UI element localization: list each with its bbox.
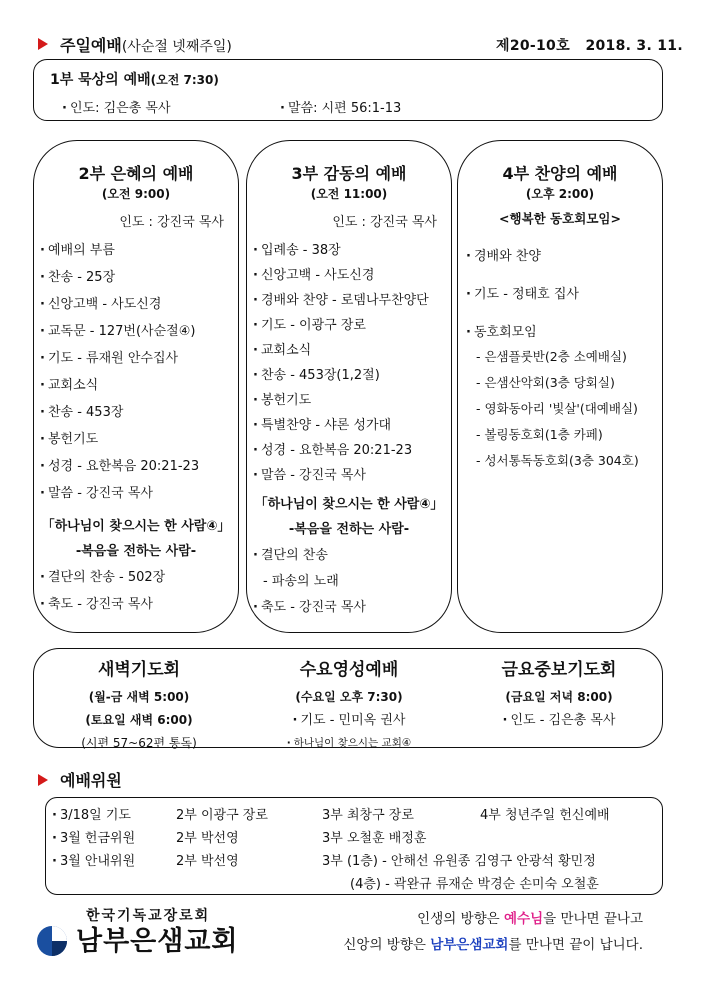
page-title: 주일예배	[60, 36, 122, 55]
list-item: · 결단의 찬송 - 502장	[40, 570, 166, 585]
committee-cell: 3부 오철훈 배정훈	[322, 831, 427, 846]
service-3-box	[246, 140, 452, 633]
sermon-subtitle: -복음을 전하는 사람-	[75, 544, 197, 559]
issue-info	[496, 35, 683, 55]
committee-cell: 3부 최창구 장로	[322, 808, 414, 823]
list-item: · 교회소식	[253, 343, 312, 358]
committee-row: · 3월 안내위원	[52, 854, 136, 869]
wednesday-sermon: · 하나님이 찾으시는 교회④	[286, 737, 412, 749]
closing-line-2: 신앙의 방향은 남부은샘교회를 만나면 끝이 납니다.	[343, 937, 643, 953]
list-item: · 교독문 - 127번(사순절④)	[40, 324, 196, 339]
committee-row: · 3월 헌금위원	[52, 831, 136, 846]
denomination-name: 한국기독교장로회	[86, 908, 211, 924]
list-item: · 찬송 - 25장	[40, 270, 116, 285]
wednesday-time: (수요일 오후 7:30)	[295, 690, 403, 704]
service-3-leader: 인도 : 강진국 목사	[332, 215, 437, 230]
service-3-closing	[253, 544, 366, 622]
committee-cell: 2부 이광구 장로	[176, 808, 268, 823]
list-item: - 영화동아리 '빛살'(대예배실)	[476, 401, 638, 416]
list-item: · 축도 - 강진국 목사	[40, 597, 153, 612]
prayer-meetings-box	[33, 648, 663, 748]
service-3-title: 3부 감동의 예배	[291, 164, 407, 183]
list-item: · 말씀 - 강진국 목사	[40, 486, 153, 501]
committee-cell: 2부 박선영	[176, 854, 239, 869]
list-item: · 신앙고백 - 사도신경	[40, 297, 162, 312]
service-2-order	[40, 239, 199, 509]
committee-box	[45, 797, 663, 895]
friday-time: (금요일 저녁 8:00)	[505, 690, 613, 704]
list-item: · 기도 - 이광구 장로	[253, 318, 366, 333]
committee-cell: (4층) - 곽완규 류재순 박경순 손미숙 오철훈	[350, 877, 599, 892]
list-item: · 축도 - 강진국 목사	[253, 600, 366, 615]
list-item: · 동호회모임	[466, 325, 537, 340]
list-item: · 입례송 - 38장	[253, 243, 341, 258]
service-4-time: (오후 2:00)	[525, 187, 595, 201]
section-arrow-icon	[38, 774, 48, 786]
committee-cell: 2부 박선영	[176, 831, 239, 846]
list-item: · 예배의 부름	[40, 243, 115, 258]
service-2-closing	[40, 566, 165, 620]
service-2-box	[33, 140, 239, 633]
list-item: · 찬송 - 453장(1,2절)	[253, 368, 380, 383]
service-1-leader: · 인도: 김은총 목사	[62, 101, 171, 116]
friday-prayer	[454, 655, 664, 732]
friday-leader: · 인도 - 김은총 목사	[502, 713, 616, 728]
dawn-prayer-reading: (시편 57~62편 통독)	[81, 736, 197, 750]
sermon-title: 「하나님이 찾으시는 한 사람④」	[254, 497, 444, 512]
meeting-title: <행복한 동호회모임>	[499, 211, 621, 226]
section-arrow-icon	[38, 38, 48, 50]
dawn-prayer-time: (월-금 새벽 5:00)	[88, 690, 190, 704]
service-1-title: 1부 묵상의 예배(오전 7:30)	[50, 72, 219, 88]
service-2-leader: 인도 : 강진국 목사	[119, 215, 224, 230]
list-item: · 기도 - 류재원 안수집사	[40, 351, 179, 366]
service-1-word: · 말씀: 시편 56:1-13	[280, 101, 402, 116]
service-4-title: 4부 찬양의 예배	[502, 164, 618, 183]
wednesday-title: 수요영성예배	[299, 660, 399, 680]
committee-row: · 3/18일 기도	[52, 808, 131, 823]
dawn-prayer-title: 새벽기도회	[97, 660, 181, 680]
dawn-prayer-time-saturday: (토요일 새벽 6:00)	[85, 713, 193, 727]
list-item: - 파송의 노래	[263, 574, 339, 589]
list-item: · 경배와 찬양 - 로뎀나무찬양단	[253, 293, 429, 308]
friday-title: 금요중보기도회	[501, 660, 617, 680]
club-list	[476, 347, 639, 477]
sermon-subtitle: -복음을 전하는 사람-	[288, 522, 410, 537]
church-logo-icon	[36, 925, 68, 961]
wednesday-service	[244, 655, 454, 754]
list-item: · 봉헌기도	[253, 393, 312, 408]
issue-number: 제20-10호	[496, 38, 570, 54]
list-item: · 결단의 찬송	[253, 548, 328, 563]
list-item: - 은샘산악회(3층 당회실)	[476, 375, 615, 390]
closing-message	[343, 906, 643, 958]
church-name: 남부은샘교회	[76, 926, 239, 957]
service-3-time: (오전 11:00)	[310, 187, 388, 201]
committee-title: 예배위원	[60, 771, 122, 790]
service-4-order	[466, 245, 579, 347]
list-item: · 봉헌기도	[40, 432, 99, 447]
page-heading	[60, 33, 232, 56]
service-4-box	[457, 140, 663, 633]
committee-cell: 4부 청년주일 헌신예배	[480, 808, 610, 823]
list-item: · 교회소식	[40, 378, 99, 393]
list-item: · 성경 - 요한복음 20:21-23	[253, 443, 413, 458]
list-item: - 볼링동호회(1층 카페)	[476, 427, 603, 442]
list-item: · 경배와 찬양	[466, 249, 541, 264]
list-item: · 특별찬양 - 샤론 성가대	[253, 418, 392, 433]
list-item: · 성경 - 요한복음 20:21-23	[40, 459, 200, 474]
wednesday-prayer: · 기도 - 민미옥 권사	[292, 713, 406, 728]
closing-line-1: 인생의 방향은 예수님을 만나면 끝나고	[417, 911, 643, 927]
list-item: - 성서통독동호회(3층 304호)	[476, 453, 639, 468]
committee-cell: 3부 (1층) - 안해선 유원종 김영구 안광석 황민정	[322, 854, 596, 869]
sermon-title: 「하나님이 찾으시는 한 사람④」	[41, 519, 231, 534]
service-1-box	[33, 59, 663, 121]
issue-date: 2018. 3. 11.	[585, 38, 683, 54]
dawn-prayer	[34, 655, 244, 755]
service-3-order	[253, 239, 429, 489]
service-2-title: 2부 은혜의 예배	[78, 164, 194, 183]
list-item: · 기도 - 정태호 집사	[466, 287, 579, 302]
list-item: · 신앙고백 - 사도신경	[253, 268, 375, 283]
list-item: - 은샘플룻반(2층 소예배실)	[476, 349, 627, 364]
page-subtitle: (사순절 넷째주일)	[121, 39, 232, 55]
list-item: · 찬송 - 453장	[40, 405, 124, 420]
service-2-time: (오전 9:00)	[101, 187, 171, 201]
list-item: · 말씀 - 강진국 목사	[253, 468, 366, 483]
